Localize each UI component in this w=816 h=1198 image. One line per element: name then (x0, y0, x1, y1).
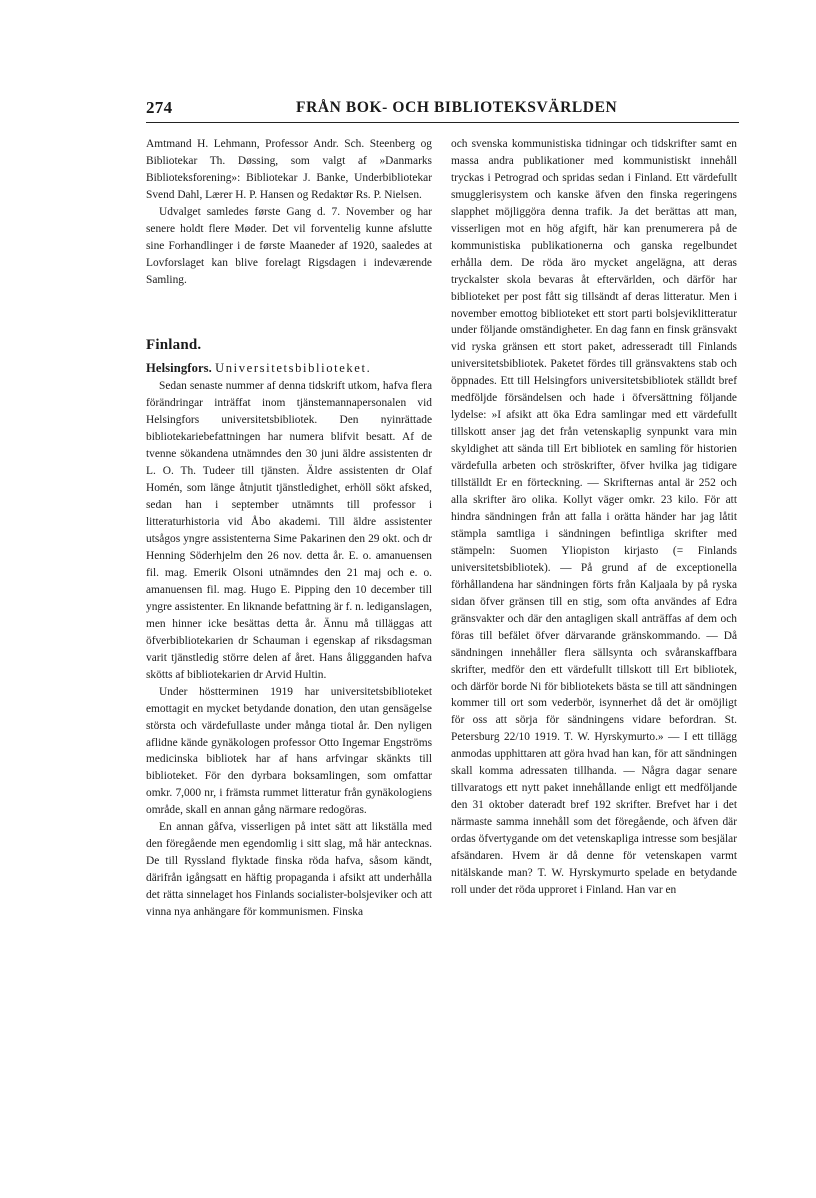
left-paragraph-5: En annan gåfva, visserligen på intet sätt att likställa med den föregående men egendomlig i sitt slag, må här antecknas. De till Ryssland flyktade finska röda hafva, såsom kändt, därifrån igångsatt en häftig propaganda i afsikt att underhålla det rätta sinnelaget hos Finlands socialister-bolsjeviker och att vinna nya anhängare för kommunismen. Finska (146, 821, 432, 919)
left-column (146, 136, 432, 921)
page-header (146, 98, 739, 123)
right-column (451, 136, 737, 899)
subheading-institution: Universitetsbiblioteket. (215, 360, 372, 375)
subheading (146, 360, 432, 377)
running-title: FRÅN BOK- OCH BIBLIOTEKSVÄRLDEN (296, 99, 618, 116)
section-heading-finland: Finland. (146, 336, 202, 353)
subheading-place: Helsingfors. (146, 360, 212, 375)
left-paragraph-1: Amtmand H. Lehmann, Professor Andr. Sch. Steenberg og Bibliotekar Th. Døssing, som valgt af »Danmarks Biblioteksforening»: Bibliotekar J. Banke, Underbibliotekar Svend Dahl, Lærer H. P. Hansen og Redaktør Rs. P. Nielsen. (146, 138, 432, 201)
page-number: 274 (146, 98, 173, 117)
left-paragraph-4: Under höstterminen 1919 har universitetsbiblioteket emottagit en mycket betydande donation, den utan gensägelse största och värdefullaste under många tiotal år. Den nyligen aflidne kände gynäkologen professor Otto Ingemar Engströms medicinska bibliotek har af hans arfvingar skänkts till biblioteket. För den dyrbara boksamlingen, som omfattar omkr. 7,000 nr, i främsta rummet litteratur från gynäkologiens område, skall en annan gång närmare redogöras. (146, 685, 432, 817)
left-paragraph-3: Sedan senaste nummer af denna tidskrift utkom, hafva flera förändringar inträffat inom tjänstemannapersonalen vid Helsingfors universitetsbibliotek. Den nyinrättade bibliotekariebefattningen har numera blifvit besatt. Af de tvenne sökandena utnämndes den 30 juni äldre assistenten dr L. O. Th. Tudeer till tjänsten. Äldre assistenten dr Olaf Homén, som länge åtnjutit tjänstledighet, erhöll sökt afsked, sedan han i september utnämnts till professor i litteraturhistoria vid Åbo akademi. Till äldre assistenter utsågos yngre assistenterna Sime Pakarinen den 29 okt. och dr Henning Söderhjelm den 26 nov. detta år. E. o. amanuensen fil. mag. Emerik Olsoni utnämndes den 21 maj och e. o. amanuensen fil. mag. Hugo E. Pipping den 10 december till yngre assistenter. En liknande befattning är f. n. lediganslagen, men hinner icke besättas detta år. Ännu må tilläggas att öfverbibliotekarien dr Schauman i egenskap af riksdagsman varit tjänstledig större delen af året. Hans åliggganden hafva skötts af bibliotekarien dr Arvid Hultin. (146, 380, 432, 681)
right-paragraph-1: och svenska kommunistiska tidningar och tidskrifter samt en massa andra publikationer med kommunistiskt innehåll tryckas i Petrograd och spridas sedan i Finland. Ett värdefullt smugglerisystem och kanske äfven den finska regeringens slapphet möjliggöra denna trafik. Ja det berättas att man, visserligen mot en hög afgift, här kan prenumerera på de kommunistiska publikationerna och ganska regelbundet erhålla dem. De röda äro mycket angelägna, att deras tryckalster skola bevaras åt eftervärlden, och därför har biblioteket per post fått sig tillsändt af deras litteratur. Men i november emottog biblioteket ett stort parti bolsjeviklitteratur under följande omständigheter. En dag fann en finsk gränsvakt vid ryska gränsen ett stort paket, adresseradt till Finlands universitetsbibliotek. Paketet fördes till gränsvaktens stab och öppnades. Ett till Helsingfors universitetsbibliotek ställdt bref medföljde försändelsen och hade i öfversättning följande lydelse: »I afsikt att öka Edra samlingar med ett värdefullt tillskott anser jag det från vetenskaplig synpunkt vara min skyldighet att sända till Ert bibliotek en samling för historien värdefulla arbeten och ströskrifter, öfver hvilka jag tidigare tillställdt Er en förteckning. — Skrifternas antal är 252 och alla skrifter äro olika. Kollyt väger omkr. 23 kilo. För att hindra sändningen från att falla i orätta händer har jag låtit stämpla samtliga i sändningen befintliga skrifter med stämpeln: Suomen Yliopiston kirjasto (= Finlands universitetsbibliotek). — På grund af de exceptionella förhållandena har sändningen förts från Kaljaala by på ryska sidan öfver gränsen till en stig, som ofta användes af Edra gränsvakter och där den antagligen skall anträffas af dem och föras till befälet öfver därvarande gränskommando. — Då sändningen innehåller flera sällsynta och svåranskaffbara skrifter, medför den ett värdefullt tillskott till Ert bibliotek, och därför borde Ni för bibliotekets bästa se till att sändningen kommer till ort som vederbör, isynnerhet då det är omöjligt för oss att sörja för sändningens vidare befordran. St. Petersburg 22/10 1919. T. W. Hyrskymurto.» — I ett tillägg anmodas upphittaren att göra hvad han kan, för att sändningen skall komma adressaten tillhanda. — Några dagar senare tillvaratogs ett nytt paket innehållande enligt ett medföljande den 31 oktober dateradt bref 192 skrifter. Brefvet har i det närmaste samma innehåll som det föregående, och äfven där ordas öfvertygande om det vetenskapliga intresse som besjälar afsändaren. Hvem är då denne för vetenskapen varmt nitälskande man? T. W. Hyrskymurto spelade en betydande roll under det röda upproret i Finland. Han var en (451, 138, 737, 896)
left-paragraph-2: Udvalget samledes første Gang d. 7. November og har senere holdt flere Møder. Det vil forventelig kunne afslutte sine Forhandlinger i de første Maaneder af 1920, saaledes at Lovforslaget kan blive forelagt Rigsdagen i indeværende Samling. (146, 205, 432, 286)
